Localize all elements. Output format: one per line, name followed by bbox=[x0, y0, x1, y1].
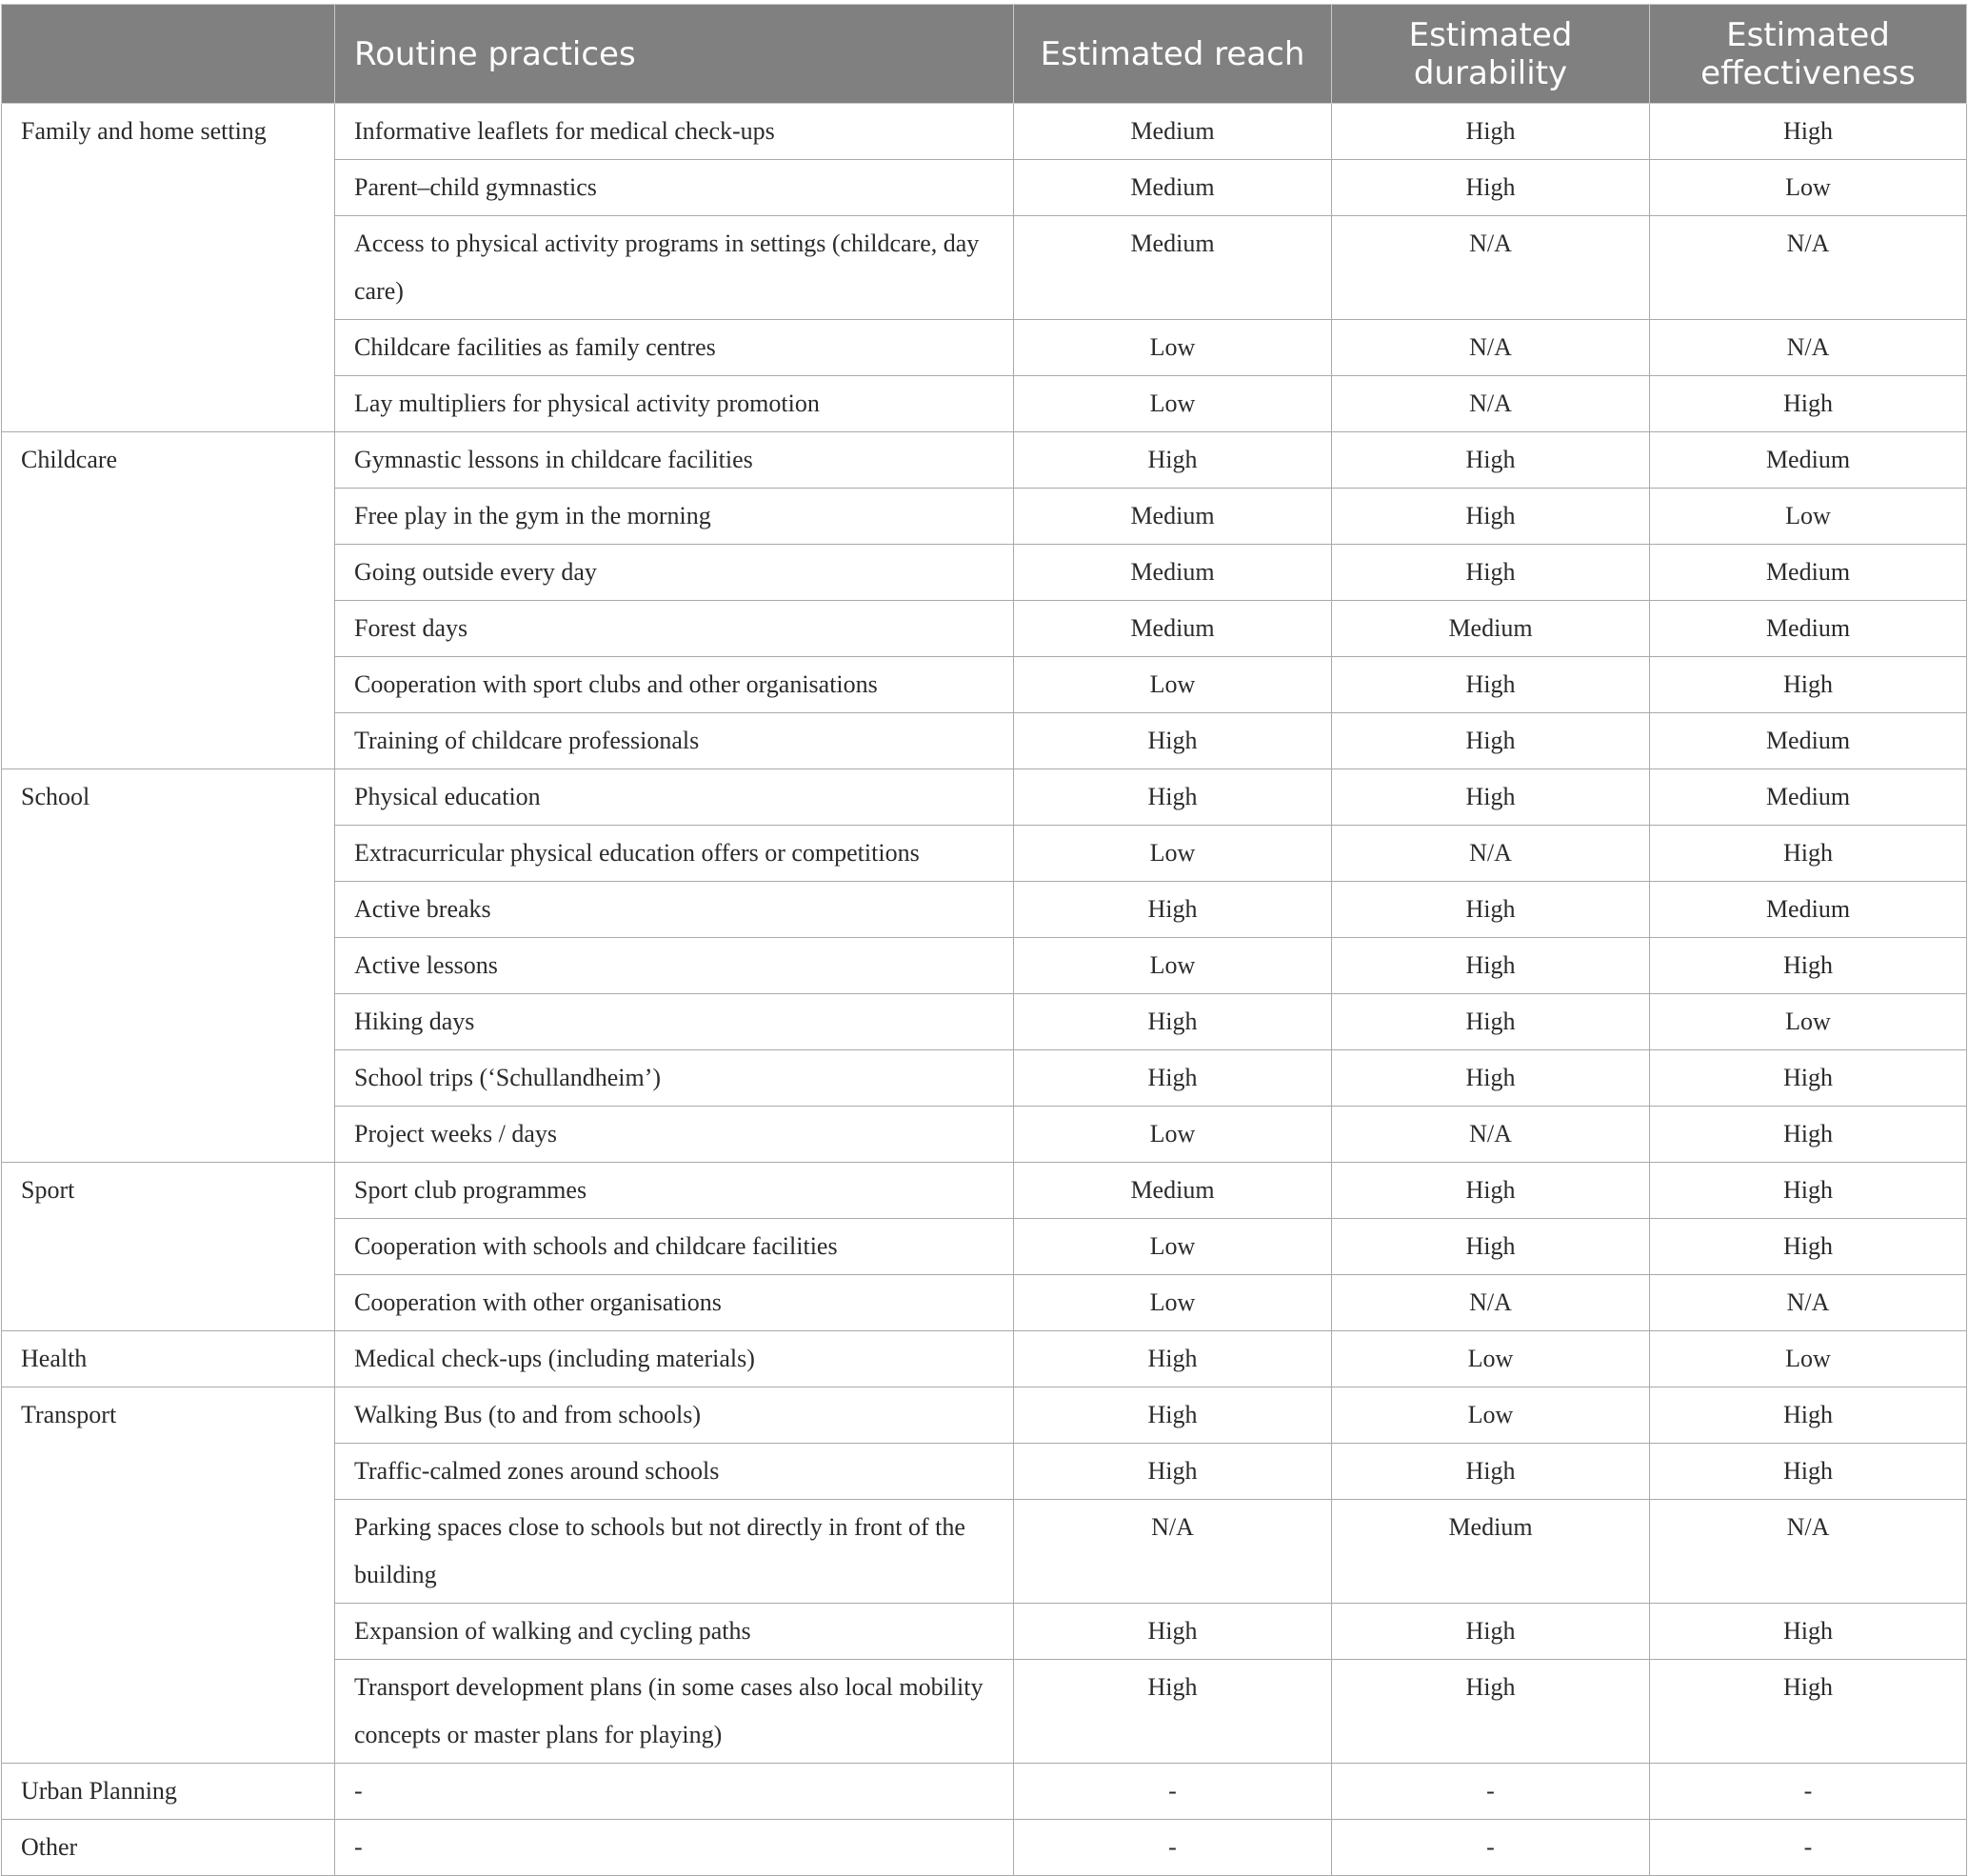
reach-cell: Medium bbox=[1014, 601, 1332, 657]
effectiveness-cell: N/A bbox=[1650, 320, 1967, 376]
durability-cell: High bbox=[1332, 104, 1650, 160]
durability-cell: - bbox=[1332, 1820, 1650, 1876]
effectiveness-cell: High bbox=[1650, 1050, 1967, 1107]
reach-cell: High bbox=[1014, 1660, 1332, 1764]
reach-cell: Low bbox=[1014, 1275, 1332, 1331]
practice-cell: Informative leaflets for medical check-ups bbox=[335, 104, 1014, 160]
category-cell: Sport bbox=[2, 1163, 335, 1331]
reach-cell: Medium bbox=[1014, 160, 1332, 216]
effectiveness-cell: High bbox=[1650, 104, 1967, 160]
practice-cell: Gymnastic lessons in childcare facilities bbox=[335, 432, 1014, 489]
durability-cell: High bbox=[1332, 657, 1650, 713]
durability-cell: High bbox=[1332, 1444, 1650, 1500]
durability-cell: High bbox=[1332, 1050, 1650, 1107]
practice-cell: Cooperation with other organisations bbox=[335, 1275, 1014, 1331]
durability-cell: Low bbox=[1332, 1331, 1650, 1387]
effectiveness-cell: - bbox=[1650, 1820, 1967, 1876]
table-row bbox=[2, 104, 1967, 160]
effectiveness-cell: Low bbox=[1650, 1331, 1967, 1387]
table-row bbox=[2, 432, 1967, 489]
header-estimated-durability: Estimated durability bbox=[1332, 5, 1650, 104]
effectiveness-cell: Low bbox=[1650, 160, 1967, 216]
practice-cell: Lay multipliers for physical activity promotion bbox=[335, 376, 1014, 432]
effectiveness-cell: High bbox=[1650, 1387, 1967, 1444]
header-routine-practices: Routine practices bbox=[335, 5, 1014, 104]
effectiveness-cell: High bbox=[1650, 1219, 1967, 1275]
practice-cell: Transport development plans (in some cases also local mobility concepts or master plans for playing) bbox=[335, 1660, 1014, 1764]
practices-table bbox=[1, 4, 1967, 1876]
header-category bbox=[2, 5, 335, 104]
effectiveness-cell: N/A bbox=[1650, 1500, 1967, 1604]
reach-cell: Medium bbox=[1014, 1163, 1332, 1219]
practice-cell: Forest days bbox=[335, 601, 1014, 657]
durability-cell: High bbox=[1332, 994, 1650, 1050]
durability-cell: N/A bbox=[1332, 320, 1650, 376]
category-cell: Other bbox=[2, 1820, 335, 1876]
reach-cell: Low bbox=[1014, 1219, 1332, 1275]
durability-cell: High bbox=[1332, 1660, 1650, 1764]
practice-cell: Parent–child gymnastics bbox=[335, 160, 1014, 216]
durability-cell: High bbox=[1332, 160, 1650, 216]
category-cell: Urban Planning bbox=[2, 1764, 335, 1820]
reach-cell: Medium bbox=[1014, 545, 1332, 601]
table-row bbox=[2, 1387, 1967, 1444]
practice-cell: Physical education bbox=[335, 769, 1014, 826]
durability-cell: High bbox=[1332, 1219, 1650, 1275]
practice-cell: - bbox=[335, 1764, 1014, 1820]
practice-cell: Cooperation with sport clubs and other organisations bbox=[335, 657, 1014, 713]
reach-cell: Medium bbox=[1014, 216, 1332, 320]
reach-cell: Medium bbox=[1014, 104, 1332, 160]
practice-cell: Traffic-calmed zones around schools bbox=[335, 1444, 1014, 1500]
durability-cell: N/A bbox=[1332, 1275, 1650, 1331]
practice-cell: Active breaks bbox=[335, 882, 1014, 938]
table-row bbox=[2, 1764, 1967, 1820]
effectiveness-cell: Medium bbox=[1650, 545, 1967, 601]
practice-cell: Parking spaces close to schools but not directly in front of the building bbox=[335, 1500, 1014, 1604]
reach-cell: Low bbox=[1014, 938, 1332, 994]
reach-cell: High bbox=[1014, 1331, 1332, 1387]
reach-cell: High bbox=[1014, 713, 1332, 769]
practice-cell: - bbox=[335, 1820, 1014, 1876]
effectiveness-cell: Low bbox=[1650, 489, 1967, 545]
category-cell: Transport bbox=[2, 1387, 335, 1764]
durability-cell: Low bbox=[1332, 1387, 1650, 1444]
reach-cell: High bbox=[1014, 1444, 1332, 1500]
durability-cell: - bbox=[1332, 1764, 1650, 1820]
table-row bbox=[2, 1163, 1967, 1219]
reach-cell: High bbox=[1014, 432, 1332, 489]
practice-cell: Project weeks / days bbox=[335, 1107, 1014, 1163]
durability-cell: Medium bbox=[1332, 601, 1650, 657]
practice-cell: School trips (‘Schullandheim’) bbox=[335, 1050, 1014, 1107]
reach-cell: High bbox=[1014, 994, 1332, 1050]
effectiveness-cell: - bbox=[1650, 1764, 1967, 1820]
practice-cell: Hiking days bbox=[335, 994, 1014, 1050]
table-body bbox=[2, 104, 1967, 1876]
effectiveness-cell: High bbox=[1650, 938, 1967, 994]
effectiveness-cell: High bbox=[1650, 1604, 1967, 1660]
reach-cell: High bbox=[1014, 1387, 1332, 1444]
reach-cell: - bbox=[1014, 1764, 1332, 1820]
table-row bbox=[2, 1331, 1967, 1387]
table-row bbox=[2, 769, 1967, 826]
durability-cell: High bbox=[1332, 1604, 1650, 1660]
durability-cell: N/A bbox=[1332, 826, 1650, 882]
durability-cell: Medium bbox=[1332, 1500, 1650, 1604]
effectiveness-cell: Medium bbox=[1650, 432, 1967, 489]
durability-cell: N/A bbox=[1332, 216, 1650, 320]
effectiveness-cell: Low bbox=[1650, 994, 1967, 1050]
table-header-row bbox=[2, 5, 1967, 104]
reach-cell: Medium bbox=[1014, 489, 1332, 545]
reach-cell: Low bbox=[1014, 376, 1332, 432]
effectiveness-cell: N/A bbox=[1650, 1275, 1967, 1331]
practice-cell: Free play in the gym in the morning bbox=[335, 489, 1014, 545]
practice-cell: Medical check-ups (including materials) bbox=[335, 1331, 1014, 1387]
durability-cell: High bbox=[1332, 545, 1650, 601]
practice-cell: Training of childcare professionals bbox=[335, 713, 1014, 769]
header-estimated-effectiveness: Estimated effectiveness bbox=[1650, 5, 1967, 104]
durability-cell: N/A bbox=[1332, 376, 1650, 432]
effectiveness-cell: Medium bbox=[1650, 601, 1967, 657]
reach-cell: Low bbox=[1014, 826, 1332, 882]
category-cell: Health bbox=[2, 1331, 335, 1387]
effectiveness-cell: High bbox=[1650, 1444, 1967, 1500]
durability-cell: High bbox=[1332, 489, 1650, 545]
reach-cell: High bbox=[1014, 769, 1332, 826]
effectiveness-cell: Medium bbox=[1650, 882, 1967, 938]
practice-cell: Active lessons bbox=[335, 938, 1014, 994]
category-cell: School bbox=[2, 769, 335, 1163]
practice-cell: Access to physical activity programs in settings (childcare, day care) bbox=[335, 216, 1014, 320]
effectiveness-cell: High bbox=[1650, 376, 1967, 432]
table-row bbox=[2, 1820, 1967, 1876]
reach-cell: N/A bbox=[1014, 1500, 1332, 1604]
durability-cell: High bbox=[1332, 882, 1650, 938]
category-cell: Family and home setting bbox=[2, 104, 335, 432]
effectiveness-cell: Medium bbox=[1650, 713, 1967, 769]
reach-cell: High bbox=[1014, 1050, 1332, 1107]
effectiveness-cell: N/A bbox=[1650, 216, 1967, 320]
reach-cell: High bbox=[1014, 1604, 1332, 1660]
practice-cell: Sport club programmes bbox=[335, 1163, 1014, 1219]
practice-cell: Expansion of walking and cycling paths bbox=[335, 1604, 1014, 1660]
durability-cell: High bbox=[1332, 432, 1650, 489]
durability-cell: High bbox=[1332, 769, 1650, 826]
durability-cell: High bbox=[1332, 713, 1650, 769]
practice-cell: Walking Bus (to and from schools) bbox=[335, 1387, 1014, 1444]
header-estimated-reach: Estimated reach bbox=[1014, 5, 1332, 104]
reach-cell: High bbox=[1014, 882, 1332, 938]
reach-cell: Low bbox=[1014, 657, 1332, 713]
practice-cell: Extracurricular physical education offers or competitions bbox=[335, 826, 1014, 882]
effectiveness-cell: High bbox=[1650, 1660, 1967, 1764]
practice-cell: Childcare facilities as family centres bbox=[335, 320, 1014, 376]
durability-cell: High bbox=[1332, 1163, 1650, 1219]
effectiveness-cell: High bbox=[1650, 1107, 1967, 1163]
effectiveness-cell: High bbox=[1650, 1163, 1967, 1219]
practice-cell: Cooperation with schools and childcare facilities bbox=[335, 1219, 1014, 1275]
category-cell: Childcare bbox=[2, 432, 335, 769]
durability-cell: High bbox=[1332, 938, 1650, 994]
durability-cell: N/A bbox=[1332, 1107, 1650, 1163]
effectiveness-cell: High bbox=[1650, 657, 1967, 713]
reach-cell: Low bbox=[1014, 1107, 1332, 1163]
effectiveness-cell: Medium bbox=[1650, 769, 1967, 826]
practice-cell: Going outside every day bbox=[335, 545, 1014, 601]
effectiveness-cell: High bbox=[1650, 826, 1967, 882]
reach-cell: - bbox=[1014, 1820, 1332, 1876]
reach-cell: Low bbox=[1014, 320, 1332, 376]
